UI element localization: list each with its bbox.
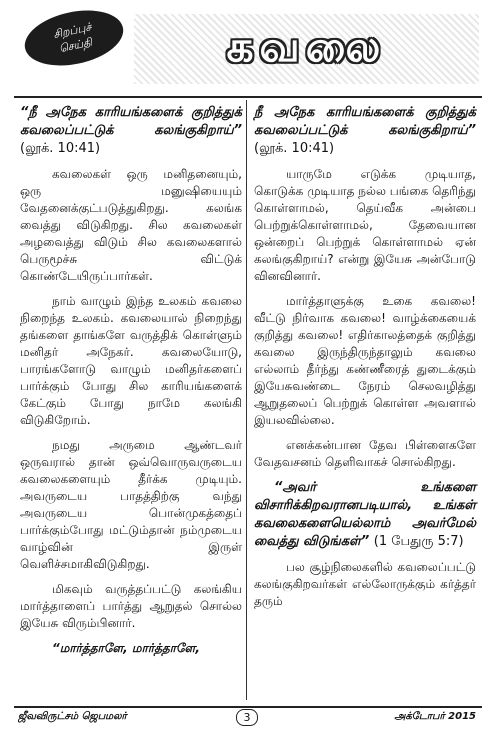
footer-page-number: 3 <box>236 709 258 726</box>
left-paragraph-4: மிகவும் வருத்தப்பட்டு கலங்கிய மார்த்தாளைப் பார்த்து ஆறுதல் சொல்ல இயேசு விரும்பினார். <box>20 582 242 630</box>
left-paragraph-3: நமது அருமை ஆண்டவர் ஒருவரால் தான் ஒவ்வொருவருடைய கவலைகளையும் தீர்க்க முடியும். அவருடைய பாதத்திற்கு வந்து அவருடைய பொன்முகத்தைப் பார்க்கும்போது மட்டும்தான் நம்முடைய வாழ்வின் இருள் வெளிச்சமாகிவிடுகிறது. <box>20 438 242 571</box>
title-banner <box>134 14 479 84</box>
footer-magazine-name: ஜீவவிருட்சம் ஜெபமலர் <box>18 711 127 722</box>
right-quote-2-ref: (1 பேதுரு 5:7) <box>373 534 464 549</box>
right-quote <box>254 104 476 158</box>
left-quote-text: “நீ அநேக காரியங்களைக் குறித்துக் கவலைப்பட்டுக் கலங்குகிறாய்” <box>20 105 242 138</box>
column-divider <box>246 100 247 700</box>
footer-date: அக்டோபர் 2015 <box>394 711 476 722</box>
right-quote-text: நீ அநேக காரியங்களைக் குறித்துக் கவலைப்பட்டுக் கலங்குகிறாய்” <box>254 105 476 138</box>
left-paragraph-2: நாம் வாழும் இந்த உலகம் கவலை நிறைந்த உலகம். கவலையால் நிறைந்து தங்களை தாங்களே வருத்திக் கொள்ளும் மனிதர் அநேகர். கவலையோடு, பாரங்களோடு வாழும் மனிதர்களைப் பார்க்கும் போது சில காரியங்களைக் கேட்கும் போது நாமே கலங்கி விடுகிறோம். <box>20 294 242 427</box>
left-quote <box>20 104 242 158</box>
right-column <box>254 104 476 618</box>
right-quote-2 <box>254 479 476 551</box>
left-column <box>20 104 242 665</box>
right-quote-2-text: “அவர் உங்களை விசாரிக்கிறவரானபடியால், உங்கள் கவலைகளையெல்லாம் அவர்மேல் வைத்து விடுங்கள்” <box>254 480 476 549</box>
badge-line-2: செய்தி <box>58 35 94 56</box>
left-quote-ref: (லூக். 10:41) <box>20 141 101 156</box>
right-quote-ref: (லூக். 10:41) <box>254 141 335 156</box>
right-paragraph-3: எனக்கன்பான தேவ பிள்ளைகளே வேதவசனம் தெளிவாகச் சொல்கிறது. <box>254 438 476 469</box>
right-paragraph-1: யாருமே எடுக்க முடியாத, கொடுக்க முடியாத நல்ல பங்கை தெரிந்து கொள்ளாமல், தெய்வீக அன்பை பெற்றுக்கொள்ளாமல், தேவையான ஒன்றைப் பெற்றுக் கொள்ளாமல் ஏன் கலங்குகிறாய்? என்று இயேசு அன்போடு வினவினார். <box>254 167 476 283</box>
badge-line-1: சிறப்புச் <box>52 20 93 42</box>
page-footer <box>14 706 482 726</box>
right-paragraph-2: மார்த்தாளுக்கு உகை கவலை! வீட்டு நிர்வாக கவலை! வாழ்க்கையைக் குறித்து கவலை! எதிர்காலத்தைக் குறித்து கவலை இருந்திருந்தாலும் கவலை எல்லாம் தீர்ந்து கண்ணீரைத் துடைக்கும் இயேசுவண்டை நேரம் செலவழித்து ஆறுதலைப் பெற்றுக் கொள்ள அவளால் இயலவில்லை. <box>254 294 476 427</box>
left-paragraph-1: கவலைகள் ஒரு மனிதனையும், ஒரு மனுஷியையும் வேதனைக்குட்படுத்துகிறது. கலங்க வைத்து விடுகிறது. சில கவலைகள் அழவைத்து விடும் சில கவலைகளால் பெருமூச்சு விட்டுக் கொண்டேயிருப்பார்கள். <box>20 167 242 283</box>
header-divider <box>14 96 482 98</box>
special-news-badge <box>20 2 129 74</box>
article-header <box>14 6 484 98</box>
article-title: கவலை <box>226 21 387 71</box>
right-paragraph-4: பல சூழ்நிலைகளில் கவலைப்பட்டு கலங்குகிறவர்கள் எல்லோருக்கும் கர்த்தர் தரும் <box>254 560 476 608</box>
left-paragraph-5: “மார்த்தாளே, மார்த்தாளே, <box>52 641 200 655</box>
